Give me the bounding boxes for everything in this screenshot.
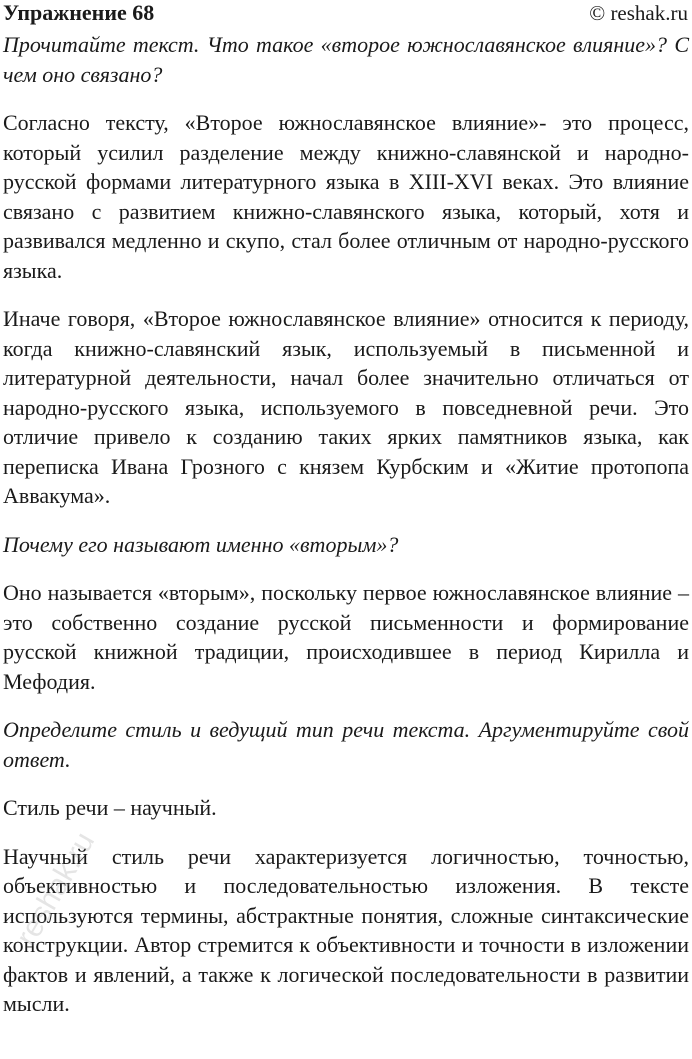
answer-paragraph: Стиль речи – научный. xyxy=(3,795,217,820)
page-header xyxy=(0,0,692,30)
answer-paragraph: Научный стиль речи характеризуется логичностью, точностью, объективностью и последовательностью изложения. В тексте используются термины, абстрактные понятия, сложные синтаксические конструкции. Автор стремится к объективности и точности в изложении фактов и явлений, а также к логической последовательности в развитии мысли. xyxy=(3,843,689,1016)
answer-paragraph: Согласно тексту, «Второе южнославянское влияние»- это процесс, который усилил разделение между книжно-славянской и народно-русской формами литературного языка в XIII-XVI веках. Это влияние связано с развитием книжно-славянского языка, который, хотя и развивался медленно и скупо, стал более отличным от народно-русского языка. xyxy=(3,110,689,283)
answer-paragraph: Иначе говоря, «Второе южнославянское влияние» относится к периоду, когда книжно-славянский язык, используемый в письменной и литературной деятельности, начал более значительно отличаться от народно-русского языка, используемого в повседневной речи. Это отличие привело к созданию таких ярких памятников языка, как переписка Ивана Грозного с князем Курбским и «Житие протопопа Аввакума». xyxy=(3,306,689,508)
question-3: Определите стиль и ведущий тип речи текста. Аргументируйте свой ответ. xyxy=(3,717,689,772)
exercise-title: Упражнение 68 xyxy=(3,0,155,25)
document-body xyxy=(0,30,692,1019)
copyright-link[interactable]: © reshak.ru xyxy=(589,1,688,25)
watermark: reshak.ru xyxy=(10,826,102,952)
question-2: Почему его называют именно «вторым»? xyxy=(3,531,399,557)
question-1: Прочитайте текст. Что такое «второе южнославянское влияние»? С чем оно связано? xyxy=(3,32,689,87)
answer-paragraph: Оно называется «вторым», поскольку первое южнославянское влияние – это собственно создание русской письменности и формирование русской книжной традиции, происходившее в период Кирилла и Мефодия. xyxy=(3,580,689,694)
